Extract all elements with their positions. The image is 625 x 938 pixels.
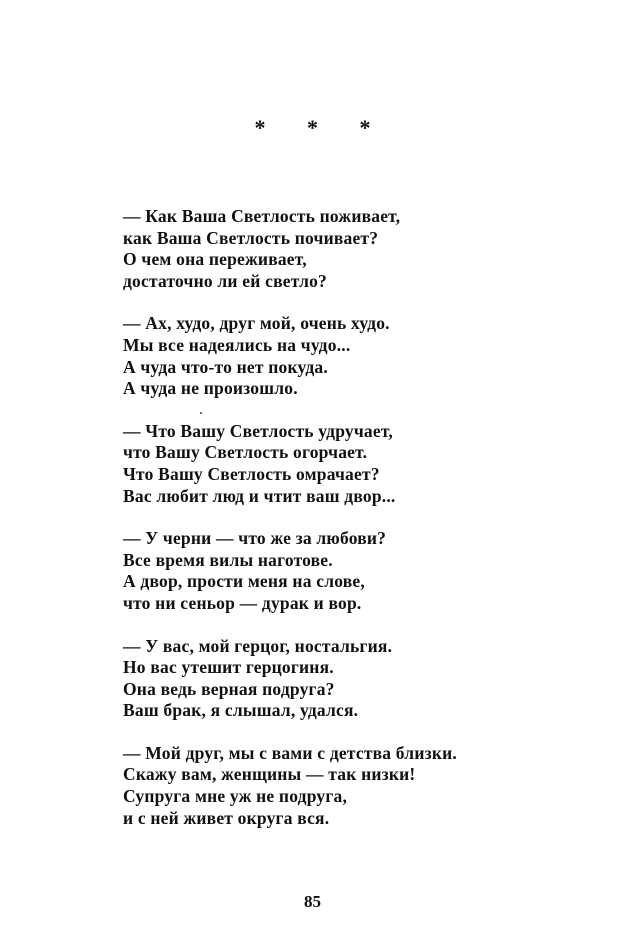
poem-line: достаточно ли ей светло? xyxy=(123,270,327,291)
poem-line: что Вашу Светлость огорчает. xyxy=(123,442,368,463)
stanza-3 xyxy=(123,421,603,507)
poem-line: А чуда что-то нет покуда. xyxy=(123,356,328,377)
section-ornament: * * * xyxy=(254,115,389,140)
poem xyxy=(123,206,603,850)
poem-line: Но вас утешит герцогиня. xyxy=(123,657,334,678)
poem-line: А чуда не произошло. xyxy=(123,378,298,399)
poem-line: — Как Ваша Светлость поживает, xyxy=(123,206,401,226)
stanza-1 xyxy=(123,206,603,292)
poem-line: — Мой друг, мы с вами с детства близки. xyxy=(123,742,457,763)
poem-line: Ваш брак, я слышал, удался. xyxy=(123,700,359,721)
poem-line: А двор, прости меня на слове, xyxy=(123,571,365,592)
poem-line: и с ней живет округа вся. xyxy=(123,807,330,828)
poem-line: Супруга мне уж не подруга, xyxy=(123,786,348,807)
poem-line: как Ваша Светлость почивает? xyxy=(123,227,379,248)
print-speck xyxy=(200,412,202,414)
poem-line: О чем она переживает, xyxy=(123,249,307,270)
stanza-4 xyxy=(123,528,603,614)
poem-line: — Что Вашу Светлость удручает, xyxy=(123,420,393,441)
poem-line: Что Вашу Светлость омрачает? xyxy=(123,463,380,484)
poem-line: Она ведь верная подруга? xyxy=(123,678,335,699)
page-number: 85 xyxy=(304,892,321,911)
stanza-6 xyxy=(123,743,603,829)
poem-line: Все время вилы наготове. xyxy=(123,549,333,570)
poem-line: — У вас, мой герцог, ностальгия. xyxy=(123,635,393,656)
poem-line: Скажу вам, женщины — так низки! xyxy=(123,764,416,785)
poem-line: Вас любит люд и чтит ваш двор... xyxy=(123,485,396,506)
stanza-2 xyxy=(123,313,603,399)
poem-line: что ни сеньор — дурак и вор. xyxy=(123,592,362,613)
stanza-5 xyxy=(123,636,603,722)
poem-line: Мы все надеялись на чудо... xyxy=(123,334,351,355)
poem-line: — Ах, худо, друг мой, очень худо. xyxy=(123,313,390,334)
poem-line: — У черни — что же за любови? xyxy=(123,528,387,549)
